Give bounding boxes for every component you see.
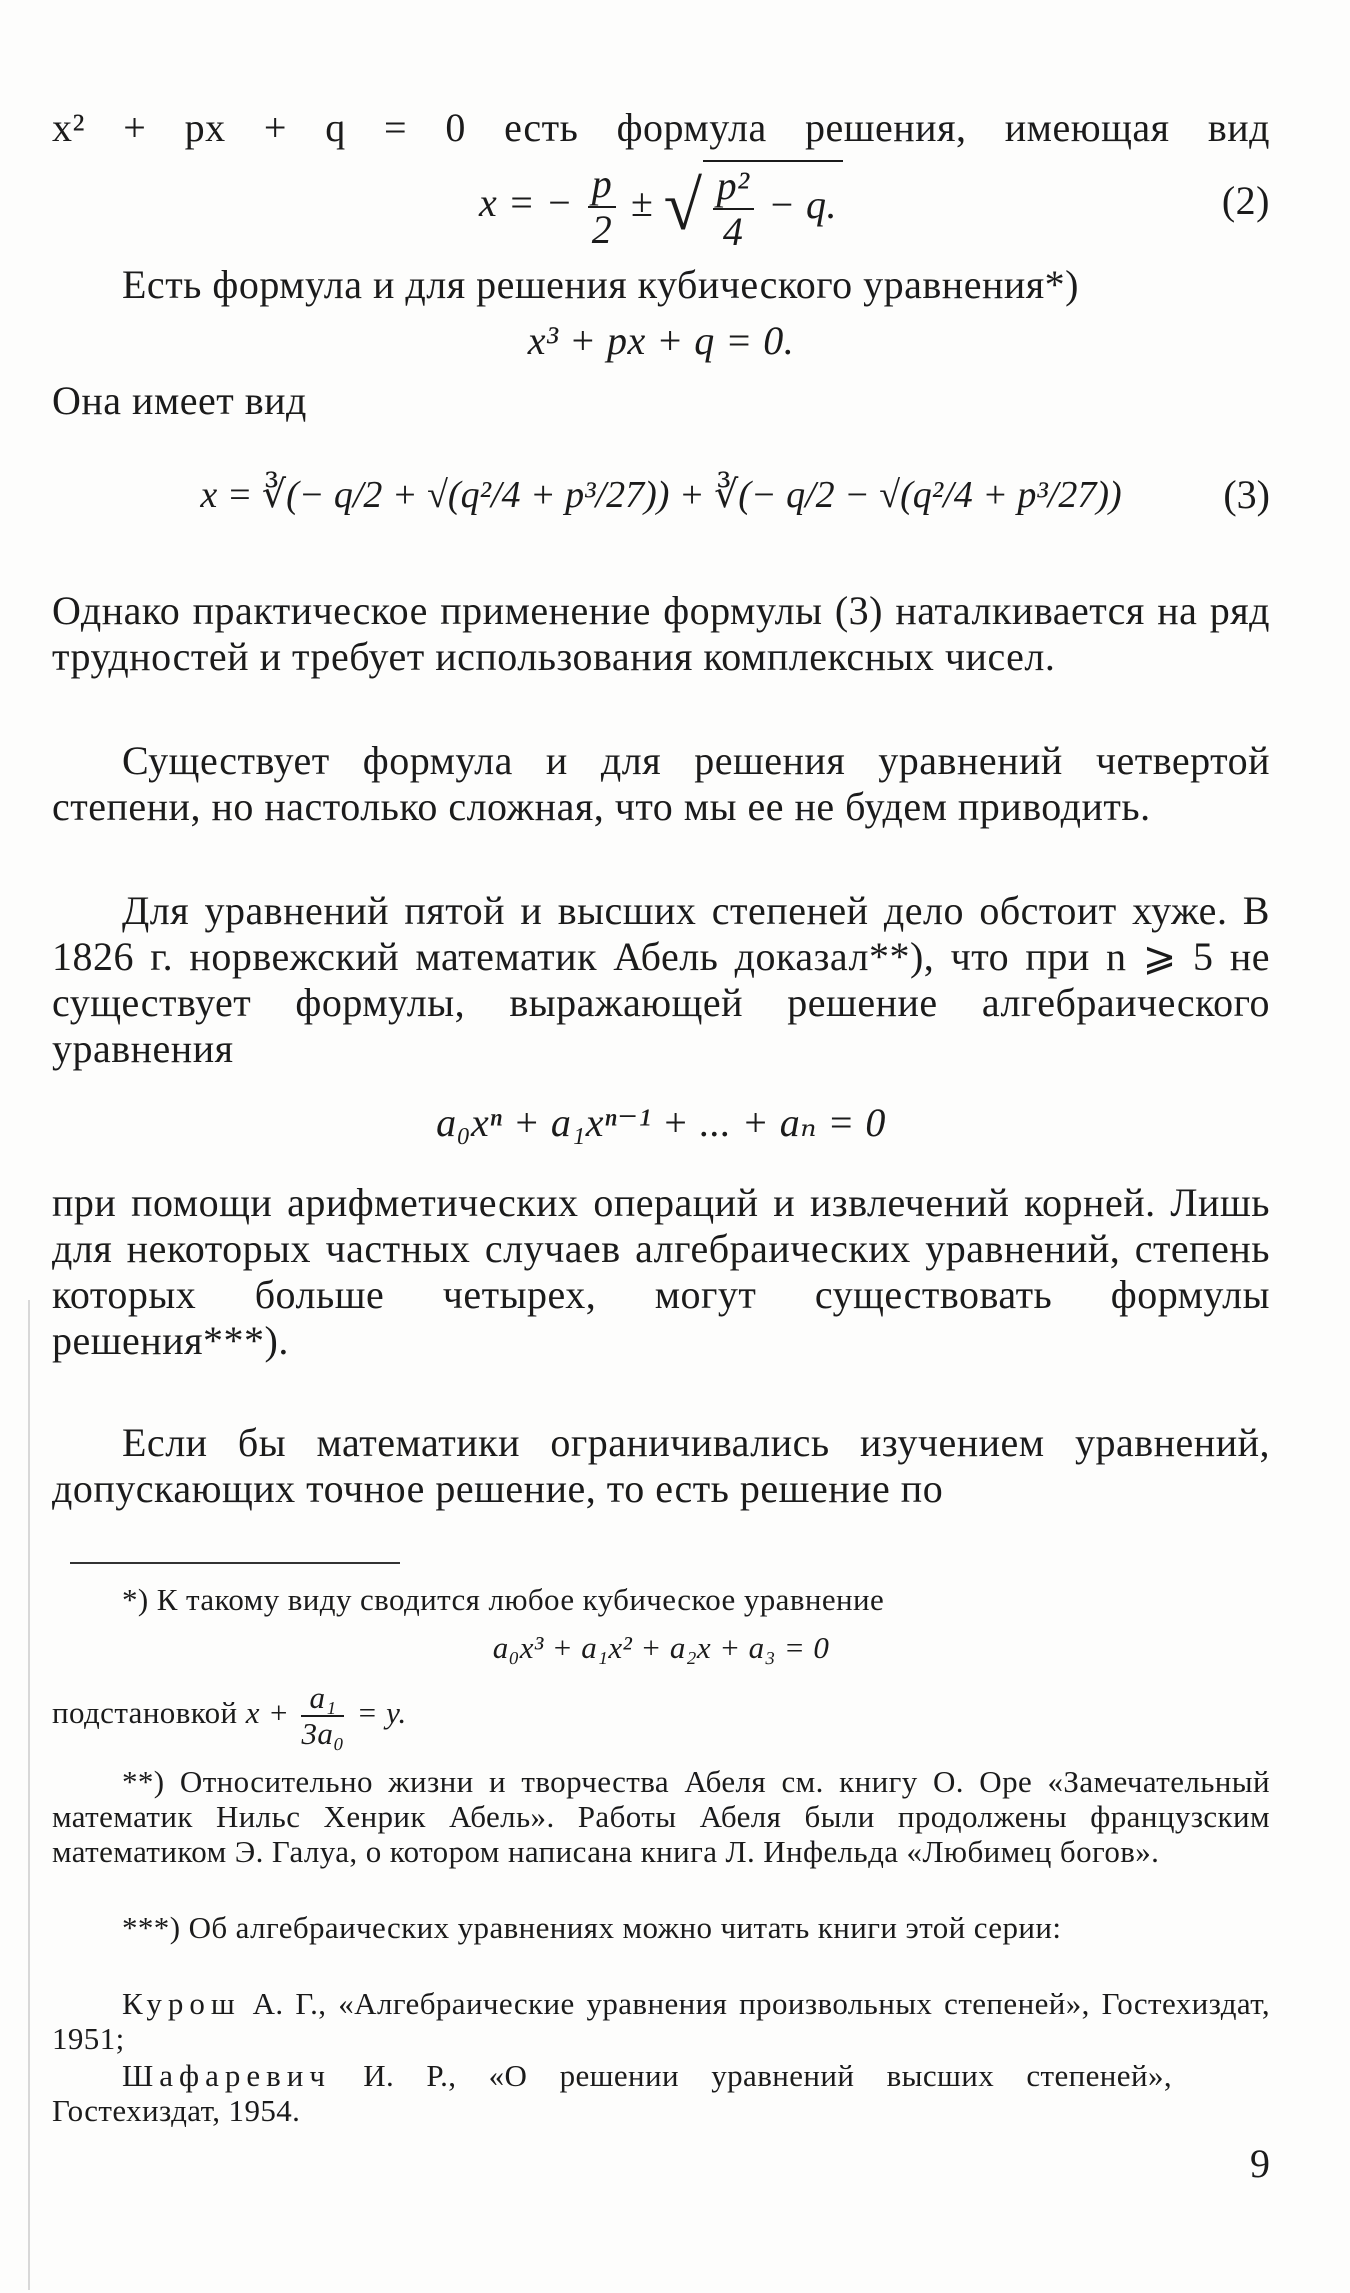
quartic-text: Существует формула и для решения уравнений четвертой степени, но настолько сложная, что мы ее не будем приводить. (52, 738, 1270, 829)
practical-text: Однако практическое применение формулы (3) наталкивается на ряд трудностей и требует использования комплексных чисел. (52, 588, 1270, 679)
paragraph-abel (52, 888, 1270, 1072)
fn1-eq: a₀x³ + a₁x² + a₂x + a₃ = 0 (492, 1630, 830, 1665)
form-text: Она имеет вид (52, 378, 307, 423)
substitution-rhs: = y. (356, 1695, 407, 1730)
exact-text: Если бы математики ограничивались изучением уравнений, допускающих точное решение, то есть решение по (52, 1420, 1270, 1511)
cubic-text: Есть формула и для решения кубического уравнения*) (122, 262, 1079, 307)
ref2-author: Шафаревич (122, 2058, 331, 2093)
reference-shafarevich (52, 2058, 1172, 2128)
eq2-den1: 2 (591, 207, 613, 252)
substitution-label: подстановкой (52, 1695, 238, 1730)
footnote-3-text: ***) Об алгебраических уравнениях можно читать книги этой серии: (122, 1910, 1062, 1945)
cubic-eq: x³ + px + q = 0. (527, 318, 795, 363)
paragraph-form (52, 378, 1270, 424)
paragraph-arithmetic (52, 1180, 1270, 1364)
scan-margin-shadow (28, 1300, 30, 2290)
footnote-1 (52, 1582, 1270, 1617)
arithmetic-text: при помощи арифметических операций и извлечений корней. Лишь для некоторых частных случаев алгебраических уравнений, степень которых больше четырех, могут существовать формулы решения***). (52, 1180, 1270, 1363)
page-number: 9 (1250, 2141, 1270, 2186)
sqrt-sign-icon: √ (663, 168, 703, 245)
footnote-2 (52, 1764, 1270, 1869)
eq2-label: (2) (1221, 178, 1270, 223)
substitution-lhs: x + (245, 1695, 290, 1730)
substitution-frac (301, 1681, 344, 1751)
equation-3 (52, 440, 1270, 550)
paragraph-quartic (52, 738, 1270, 830)
footnote-2-text: **) Относительно жизни и творчества Абеля см. книгу О. Оре «Замечательный математик Нильс Хенрик Абель». Работы Абеля были продолжены французским математиком Э. Галуа, о котором написана книга Л. Инфельда «Любимец богов». (52, 1764, 1270, 1869)
eq2-lhs: x = − (478, 180, 574, 226)
ref1-author: Курош (122, 1986, 241, 2021)
paragraph-exact (52, 1420, 1270, 1512)
ref2-rest: И. Р., «О решении уравнений высших степеней», Гостехиздат, 1954. (52, 2058, 1172, 2128)
eq2-num2: p² (713, 164, 754, 210)
eq2-radicand (703, 160, 844, 254)
abel-text: Для уравнений пятой и высших степеней дело обстоит хуже. В 1826 г. норвежский математик Абель доказал**), что при n ⩾ 5 не существует формулы, выражающей решение алгебраического уравнения (52, 888, 1270, 1071)
footnote-1-equation (52, 1630, 1270, 1665)
eq3-text: x = ∛(− q/2 + √(q²/4 + p³/27)) + ∛(− q/2 − √(q²/4 + p³/27)) (200, 474, 1122, 516)
ref1-rest: А. Г., «Алгебраические уравнения произвольных степеней», Гостехиздат, 1951; (52, 1986, 1270, 2056)
footnote-3 (52, 1910, 1270, 1945)
eq2-pm: ± (630, 180, 654, 226)
eq2-den2: 4 (722, 209, 744, 254)
eq2-tail: − q. (768, 182, 838, 228)
paragraph-intro (52, 105, 1270, 151)
eq2-frac1 (588, 162, 617, 252)
reference-kurosh (52, 1986, 1270, 2056)
substitution-num: a₁ (301, 1681, 344, 1717)
paragraph-practical (52, 588, 1270, 680)
eq2-frac2 (713, 164, 754, 254)
general-eq: a₀xⁿ + a₁xⁿ⁻¹ + ... + aₙ = 0 (436, 1100, 886, 1145)
footnote-1-substitution (52, 1676, 1270, 1750)
paragraph-cubic (52, 262, 1270, 308)
footnote-1-text: *) К такому виду сводится любое кубическое уравнение (122, 1582, 885, 1617)
eq2-num1: p (588, 162, 617, 208)
equation-cubic (52, 318, 1270, 364)
intro-text: x² + px + q = 0 есть формула решения, имеющая вид (52, 105, 1270, 150)
equation-2 (52, 160, 1270, 254)
footnote-divider (70, 1562, 400, 1564)
substitution-den: 3a₀ (301, 1715, 345, 1751)
equation-general (52, 1100, 1270, 1146)
eq3-label: (3) (1223, 472, 1270, 517)
